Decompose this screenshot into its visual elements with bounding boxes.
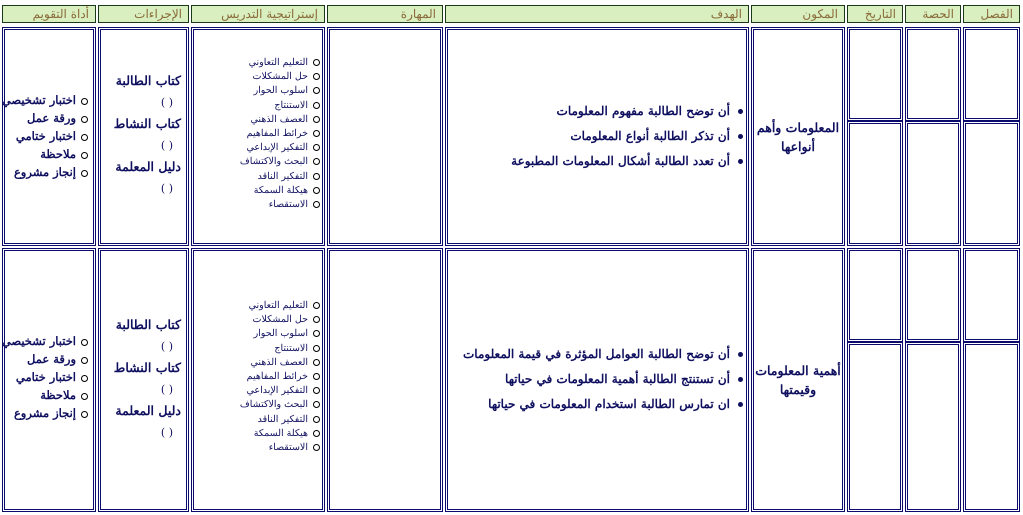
strategy-item: الاستنتاج (240, 342, 320, 356)
header-evaluation: أداة التقويم (2, 5, 96, 23)
option-circle-icon (81, 116, 88, 123)
strategy-item: حل المشكلات (240, 313, 320, 327)
strategy-item: التعليم التعاوني (240, 56, 320, 70)
header-skill: المهارة (327, 5, 443, 23)
option-circle-icon (313, 387, 320, 394)
row1-chapter-cell-b (963, 121, 1020, 246)
strategy-item: التفكير الناقد (240, 413, 320, 427)
option-circle-icon (81, 152, 88, 159)
row2-date-cell-a (847, 248, 903, 342)
option-circle-icon (313, 73, 320, 80)
option-circle-icon (313, 359, 320, 366)
evaluation-item: اختبار ختامي (2, 127, 88, 145)
row2-period-cell-a (905, 248, 961, 342)
teacher-guide-page: ( ) (160, 426, 173, 439)
option-circle-icon (313, 444, 320, 451)
bullet-icon (738, 377, 743, 382)
row2-evaluation-list (2, 332, 88, 422)
option-circle-icon (313, 401, 320, 408)
evaluation-item: ملاحظة (2, 145, 88, 163)
row1-evaluation-list (2, 91, 88, 181)
row2-period-cell-b (905, 342, 961, 512)
strategy-item: حل المشكلات (240, 70, 320, 84)
option-circle-icon (81, 393, 88, 400)
option-circle-icon (313, 316, 320, 323)
option-circle-icon (313, 116, 320, 123)
row1-period-cell-b (905, 121, 961, 246)
strategy-item: التعليم التعاوني (240, 299, 320, 313)
strategy-item: خرائط المفاهيم (240, 127, 320, 141)
strategy-item: هيكلة السمكة (240, 184, 320, 198)
bullet-icon (738, 159, 743, 164)
option-circle-icon (313, 87, 320, 94)
strategy-item: الاستقصاء (240, 441, 320, 455)
option-circle-icon (81, 170, 88, 177)
bullet-icon (738, 134, 743, 139)
evaluation-item: ملاحظة (2, 386, 88, 404)
evaluation-item: اختبار تشخيصي (2, 332, 88, 350)
header-goal: الهدف (445, 5, 749, 23)
row2-procedures-list (114, 314, 181, 443)
bullet-icon (738, 402, 743, 407)
student-book-label: كتاب الطالبة (115, 73, 181, 88)
row1-chapter-cell-a (963, 27, 1020, 121)
option-circle-icon (313, 59, 320, 66)
activity-book-page: ( ) (160, 139, 173, 152)
student-book-page: ( ) (160, 96, 173, 109)
option-circle-icon (313, 158, 320, 165)
row1-date-cell-b (847, 121, 903, 246)
goal-item: ان تمارس الطالبة استخدام المعلومات في حياتها (463, 392, 743, 417)
option-circle-icon (313, 173, 320, 180)
option-circle-icon (313, 330, 320, 337)
row2-date-cell-b (847, 342, 903, 512)
strategy-item: هيكلة السمكة (240, 427, 320, 441)
student-book-label: كتاب الطالبة (115, 317, 181, 332)
activity-book-page: ( ) (160, 383, 173, 396)
teacher-guide-page: ( ) (160, 182, 173, 195)
goal-item: أن تستنتج الطالبة أهمية المعلومات في حياتها (463, 367, 743, 392)
activity-book-label: كتاب النشاط (113, 360, 181, 375)
option-circle-icon (81, 375, 88, 382)
strategy-item: البحث والاكتشاف (240, 155, 320, 169)
strategy-item: خرائط المفاهيم (240, 370, 320, 384)
strategy-item: التفكير الإبداعي (240, 384, 320, 398)
strategy-item: التفكير الإبداعي (240, 141, 320, 155)
row1-date-cell-a (847, 27, 903, 121)
strategy-item: اسلوب الحوار (240, 327, 320, 341)
goal-item: أن توضح الطالبة العوامل المؤثرة في قيمة المعلومات (463, 342, 743, 367)
header-component: المكون (751, 5, 845, 23)
option-circle-icon (81, 134, 88, 141)
option-circle-icon (81, 339, 88, 346)
strategy-item: العصف الذهني (240, 356, 320, 370)
goal-item: أن تعدد الطالبة أشكال المعلومات المطبوعة (511, 149, 743, 174)
option-circle-icon (313, 416, 320, 423)
header-period: الحصة (905, 5, 961, 23)
row2-chapter-cell-a (963, 248, 1020, 342)
row1-period-cell-a (905, 27, 961, 121)
strategy-item: الاستقصاء (240, 198, 320, 212)
option-circle-icon (313, 302, 320, 309)
option-circle-icon (313, 144, 320, 151)
row1-skill-cell (327, 27, 443, 246)
bullet-icon (738, 352, 743, 357)
header-strategy: إستراتيجية التدريس (191, 5, 325, 23)
option-circle-icon (81, 411, 88, 418)
row2-skill-cell (327, 248, 443, 512)
option-circle-icon (313, 187, 320, 194)
goal-item: أن تذكر الطالبة أنواع المعلومات (511, 124, 743, 149)
header-procedures: الإجراءات (98, 5, 189, 23)
option-circle-icon (81, 357, 88, 364)
evaluation-item: اختبار تشخيصي (2, 91, 88, 109)
strategy-item: البحث والاكتشاف (240, 398, 320, 412)
teacher-guide-label: دليل المعلمة (115, 159, 181, 174)
evaluation-item: إنجاز مشروع (2, 163, 88, 181)
bullet-icon (738, 109, 743, 114)
evaluation-item: ورقة عمل (2, 109, 88, 127)
row2-chapter-cell-b (963, 342, 1020, 512)
row2-strategy-list (240, 299, 320, 455)
teacher-guide-label: دليل المعلمة (115, 403, 181, 418)
evaluation-item: اختبار ختامي (2, 368, 88, 386)
row1-goals-list (511, 99, 743, 174)
strategy-item: الاستنتاج (240, 99, 320, 113)
row1-strategy-list (240, 56, 320, 212)
option-circle-icon (313, 130, 320, 137)
row1-component: المعلومات وأهم أنواعها (756, 120, 840, 154)
row1-procedures-list (114, 70, 181, 199)
option-circle-icon (313, 102, 320, 109)
row2-goals-list (463, 342, 743, 417)
evaluation-item: إنجاز مشروع (2, 404, 88, 422)
goal-item: أن توضح الطالبة مفهوم المعلومات (511, 99, 743, 124)
option-circle-icon (313, 345, 320, 352)
option-circle-icon (313, 373, 320, 380)
evaluation-item: ورقة عمل (2, 350, 88, 368)
strategy-item: العصف الذهني (240, 113, 320, 127)
header-date: التاريخ (847, 5, 903, 23)
activity-book-label: كتاب النشاط (113, 116, 181, 131)
option-circle-icon (313, 430, 320, 437)
option-circle-icon (81, 98, 88, 105)
strategy-item: التفكير الناقد (240, 170, 320, 184)
student-book-page: ( ) (160, 340, 173, 353)
header-chapter: الفصل (963, 5, 1020, 23)
option-circle-icon (313, 201, 320, 208)
row2-component: أهمية المعلومات وقيمتها (755, 363, 841, 397)
strategy-item: اسلوب الحوار (240, 84, 320, 98)
